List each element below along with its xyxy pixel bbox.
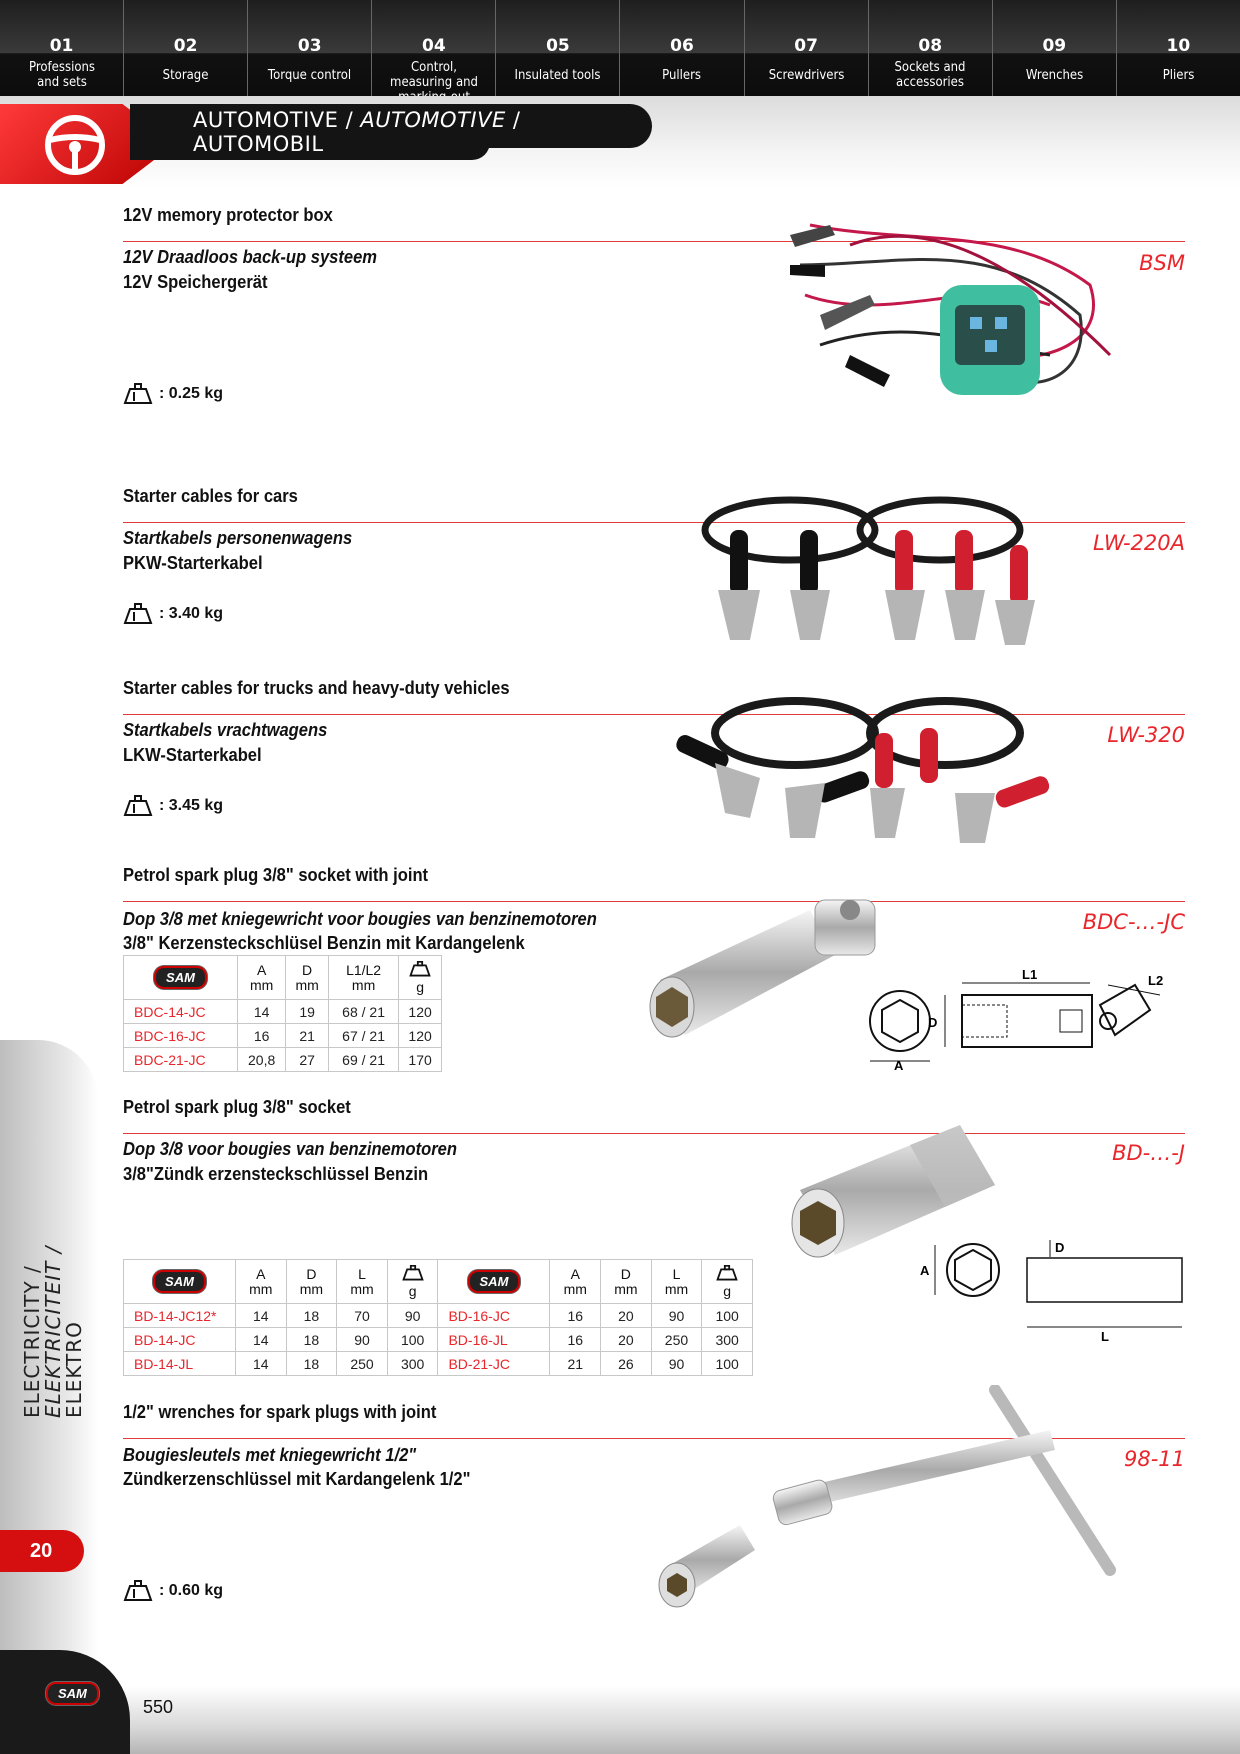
- sam-logo: SAM: [153, 1270, 206, 1293]
- svg-text:A: A: [920, 1263, 930, 1278]
- product-weight: : 3.45 kg: [123, 795, 223, 817]
- spec-table-bdc: SAM A mm D mm L1/L2 mm g BDC-14-JC 14 19 68 / 21 120 BDC-16-JC 16 21 67 / 21 120 BDC-21-JC 20,8 27 69 / 21 170: [123, 955, 442, 1072]
- product-title-de: 3/8" Kerzensteckschlüsel Benzin mit Kardangelenk: [123, 933, 525, 953]
- product-title-en: 12V memory protector box: [123, 205, 333, 225]
- product-code: LW-220A: [1092, 531, 1185, 555]
- product-code: BSM: [1139, 251, 1185, 275]
- svg-text:D: D: [928, 1015, 938, 1030]
- spec-table-bd: SAM A mm D mm L mm g SAM A mm D mm L mm g BD-14-JC12* 14 18 70 90 BD-16-JC 16 20 90 100 BD-14-JC 14 18 90 100 BD-16-JL 16 20 250 300 BD-14-JL 14 18 250 300 BD-21-JC 21 26 90 100: [123, 1259, 753, 1376]
- side-category: ELECTRICITY / ELEKTRICITEIT / ELEKTRO: [20, 1245, 86, 1418]
- weight-icon: [123, 383, 153, 405]
- product-code: BD-…-J: [1112, 1141, 1185, 1165]
- product-code: LW-320: [1107, 723, 1185, 747]
- bd-dimension-diagram: [915, 1235, 1195, 1345]
- t-handle-wrench-image: [650, 1385, 1120, 1635]
- section-page-badge: 20: [0, 1530, 84, 1572]
- nav-tab-03[interactable]: 03 Torque control: [248, 0, 372, 96]
- product-title-de: LKW-Starterkabel: [123, 745, 262, 765]
- page-title: AUTOMOTIVE / AUTOMOTIVE / AUTOMOBIL: [193, 108, 521, 156]
- product-title-de: 12V Speichergerät: [123, 272, 268, 292]
- table-row: BDC-16-JC 16 21 67 / 21 120: [124, 1024, 442, 1048]
- nav-tab-01[interactable]: 01 Professions and sets: [0, 0, 124, 96]
- product-title-nl: 12V Draadloos back-up systeem: [123, 247, 378, 267]
- product-divider: [123, 1133, 1185, 1134]
- svg-text:L1: L1: [1022, 967, 1038, 982]
- product-title-en: Petrol spark plug 3/8" socket: [123, 1097, 351, 1117]
- product-title-en: 1/2" wrenches for spark plugs with joint: [123, 1402, 437, 1422]
- product-title-en: Petrol spark plug 3/8" socket with joint: [123, 865, 429, 885]
- weight-icon: [123, 1580, 153, 1602]
- sam-logo: SAM: [154, 966, 207, 989]
- table-row: BDC-14-JC 14 19 68 / 21 120: [124, 1000, 442, 1024]
- page-number: 550: [143, 1697, 174, 1717]
- weight-icon: [402, 1265, 424, 1281]
- product-title-en: Starter cables for cars: [123, 486, 298, 506]
- footer-logo: SAM: [46, 1682, 99, 1705]
- nav-tab-04[interactable]: 04 Control, measuring and: [372, 0, 496, 96]
- svg-text:L: L: [1101, 1329, 1109, 1344]
- memory-protector-image: [790, 205, 1120, 450]
- product-code: 98-11: [1123, 1447, 1185, 1471]
- product-title-nl: Startkabels vrachtwagens: [123, 720, 328, 740]
- product-title-de: 3/8"Zündk erzensteckschlüssel Benzin: [123, 1164, 429, 1184]
- product-title-nl: Startkabels personenwagens: [123, 528, 353, 548]
- table-row: BD-14-JC12* 14 18 70 90 BD-16-JC 16 20 90 100: [124, 1304, 753, 1328]
- nav-tab-06[interactable]: 06 Pullers: [620, 0, 744, 96]
- product-weight: : 3.40 kg: [123, 603, 223, 625]
- product-weight: : 0.60 kg: [123, 1580, 223, 1602]
- product-title-nl: Bougiesleutels met kniegewricht 1/2": [123, 1445, 417, 1465]
- product-title-en: Starter cables for trucks and heavy-duty vehicles: [123, 678, 510, 698]
- product-title-de: PKW-Starterkabel: [123, 553, 263, 573]
- table-row: BD-14-JL 14 18 250 300 BD-21-JC 21 26 90 100: [124, 1352, 753, 1376]
- weight-icon: [716, 1265, 738, 1281]
- nav-tab-02[interactable]: 02 Storage: [124, 0, 248, 96]
- product-title-nl: Dop 3/8 voor bougies van benzinemotoren: [123, 1139, 458, 1159]
- weight-icon: [123, 603, 153, 625]
- sam-logo: SAM: [468, 1270, 521, 1293]
- weight-icon: [409, 961, 431, 977]
- steering-wheel-icon: [44, 114, 106, 176]
- truck-starter-cables-image: [665, 688, 1075, 848]
- product-code: BDC-…-JC: [1082, 910, 1185, 934]
- car-starter-cables-image: [690, 485, 1070, 650]
- nav-tab-08[interactable]: 08 Sockets and accessories: [869, 0, 993, 96]
- table-row: BDC-21-JC 20,8 27 69 / 21 170: [124, 1048, 442, 1072]
- product-weight: : 0.25 kg: [123, 383, 223, 405]
- svg-text:L2: L2: [1148, 973, 1164, 988]
- product-title-de: Zündkerzenschlüssel mit Kardangelenk 1/2": [123, 1469, 471, 1489]
- nav-tab-10[interactable]: 10 Pliers: [1162, 36, 1195, 83]
- nav-tab-07[interactable]: 07 Screwdrivers: [745, 0, 869, 96]
- footer-band: [0, 1686, 1240, 1754]
- nav-tab-05[interactable]: 05 Insulated tools: [496, 0, 620, 96]
- nav-tab-09[interactable]: 09 Wrenches: [993, 0, 1117, 96]
- weight-icon: [123, 795, 153, 817]
- svg-text:A: A: [894, 1058, 904, 1073]
- table-row: BD-14-JC 14 18 90 100 BD-16-JL 16 20 250 300: [124, 1328, 753, 1352]
- svg-text:D: D: [1055, 1240, 1065, 1255]
- bdc-dimension-diagram: [850, 965, 1190, 1075]
- top-navigation: [0, 0, 1240, 96]
- product-title-nl: Dop 3/8 met kniegewricht voor bougies van benzinemotoren: [123, 909, 597, 929]
